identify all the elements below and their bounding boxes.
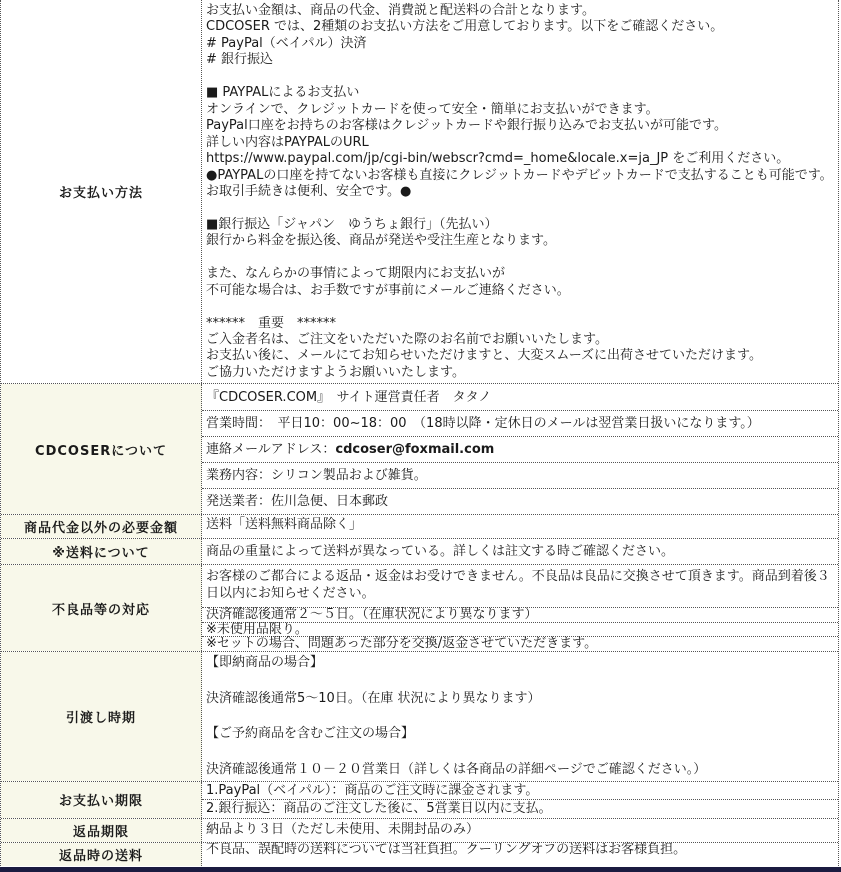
- text-line: [206, 707, 834, 725]
- text-line: 1.PayPal（ベイパル）：商品のご注文時に課金されます。: [206, 782, 539, 798]
- content-cell: [202, 819, 838, 840]
- text-line: 発送業者：佐川急便、日本郵政: [206, 494, 389, 510]
- text-line: 営業時間： 平日10：00~18：00 （18時以降・定休日のメールは翌営業日扱いになります。）: [206, 416, 760, 432]
- contact-email-line: [206, 442, 494, 457]
- section-row: [1, 538, 838, 564]
- content-cell: [202, 622, 838, 637]
- text-line: 決済確認後通常１０－２０営業日（詳しくは各商品の詳細ページでご確認ください。）: [206, 761, 707, 777]
- section-header: CDCOSERについて: [1, 384, 202, 514]
- section-content: [202, 652, 838, 781]
- content-cell: [202, 462, 838, 488]
- content-cell: [202, 843, 838, 858]
- text-line: https://www.paypal.com/jp/cgi-bin/webscr?cmd=_home&locale.x=ja_JP をご利用ください。: [206, 151, 790, 167]
- text-line: 【ご予約商品を含むご注文の場合】: [206, 726, 415, 742]
- section-header: 返品時の送料: [1, 843, 202, 866]
- section-row: [1, 514, 838, 538]
- content-cell: [202, 652, 838, 781]
- text-line: ※未使用品限り。: [206, 621, 308, 637]
- text-line: [206, 743, 834, 761]
- section-content: [202, 565, 838, 651]
- section-row: [1, 383, 838, 514]
- section-content: [202, 539, 838, 564]
- section-content: [202, 782, 838, 818]
- text-segment: 連絡メールアドレス：: [206, 442, 336, 458]
- section-header: 返品期限: [1, 819, 202, 842]
- text-line: [206, 69, 834, 85]
- content-cell: [202, 607, 838, 622]
- text-line: 不可能な場合は、お手数ですが事前にメールご連絡ください。: [206, 282, 570, 298]
- text-line: 銀行から料金を振込後、商品が発送や受注生産となります。: [206, 233, 556, 249]
- text-line: ■ PAYPALによるお支払い: [206, 85, 360, 101]
- text-line: CDCOSER では、2種類のお支払い方法をご用意しております。以下をご確認ください。: [206, 19, 724, 35]
- section-header: 不良品等の対応: [1, 565, 202, 651]
- section-header: お支払い期限: [1, 782, 202, 818]
- text-line: # 銀行振込: [206, 52, 274, 68]
- section-header: 引渡し時期: [1, 652, 202, 781]
- content-cell: [202, 0, 838, 383]
- section-row: [1, 818, 838, 842]
- section-content: [202, 0, 838, 383]
- contact-email: cdcoser@foxmail.com: [335, 442, 495, 458]
- content-cell: [202, 384, 838, 410]
- text-line: ※セットの場合、問題あった部分を交換/返金させていただきます。: [206, 636, 598, 652]
- content-cell: [202, 410, 838, 436]
- content-cell: [202, 539, 838, 564]
- text-line: 詳しい内容はPAYPALのURL: [206, 134, 369, 150]
- section-row: [1, 781, 838, 818]
- section-row: [1, 564, 838, 651]
- text-line: [206, 299, 834, 315]
- section-header: ※送料について: [1, 539, 202, 564]
- section-content: [202, 384, 838, 514]
- text-line: 【即納商品の場合】: [206, 654, 324, 670]
- text-line: お支払い金額は、商品の代金、消費説と配送料の合計となります。: [206, 3, 595, 18]
- text-line: 決済確認後通常5～10日。（在庫 状況により異なります）: [206, 690, 541, 706]
- section-content: [202, 843, 838, 866]
- text-line: 納品より３日（ただし未使用、未開封品のみ）: [206, 821, 480, 837]
- text-line: [206, 250, 834, 266]
- text-line: ■銀行振込「ジャパン ゆうちょ銀行」（先払い）: [206, 216, 498, 232]
- section-row: [1, 0, 838, 383]
- content-cell: [202, 515, 838, 534]
- text-line: お客様のご都合による返品・返金はお受けできません。不良品は良品に交換させて頂きます。商品到着後３日以内にお知らせください。: [206, 569, 830, 602]
- text-line: 不良品、誤配時の送料については当社負担。クーリングオフの送料はお客様負担。: [206, 841, 687, 857]
- content-cell: [202, 488, 838, 514]
- content-cell: [202, 799, 838, 818]
- section-header: 商品代金以外の必要金額: [1, 515, 202, 538]
- text-line: 業務内容：シリコン製品および雑貨。: [206, 468, 427, 484]
- text-line: [206, 672, 834, 690]
- text-line: 『CDCOSER.COM』 サイト運営責任者 タタノ: [206, 389, 492, 405]
- text-line: お支払い後に、メールにてお知らせいただけますと、大変スムーズに出荷させていただけます。: [206, 348, 763, 364]
- text-line: 商品の重量によって送料が異なっている。詳しくは註文する時ご確認ください。: [206, 544, 675, 560]
- text-line: 送料「送料無料商品除く」: [206, 517, 363, 533]
- text-line: # PayPal（ベイパル）決済: [206, 35, 367, 51]
- text-line: ご入金者名は、ご注文をいただいた際のお名前でお願いいたします。: [206, 332, 608, 347]
- section-row: [1, 651, 838, 781]
- text-line: ****** 重要 ******: [206, 315, 337, 331]
- content-cell: [202, 565, 838, 607]
- text-line: 決済確認後通常２～５日。（在庫状況により異なります）: [206, 607, 538, 623]
- text-line: ご協力いただけますようお願いいたします。: [206, 364, 465, 380]
- text-line: [206, 200, 834, 216]
- content-cell: [202, 436, 838, 462]
- text-line: 2.銀行振込：商品のご注文した後に、5営業日以内に支払。: [206, 801, 552, 817]
- text-line: ●PAYPALの口座を持てないお客様も直接にクレジットカードやデビットカードで支払することも可能です。: [206, 167, 833, 183]
- content-cell: [202, 782, 838, 800]
- section-content: [202, 819, 838, 842]
- section-header: お支払い方法: [1, 0, 202, 383]
- text-line: また、なんらかの事情によって期限内にお支払いが: [206, 266, 506, 282]
- text-line: オンラインで、クレジットカードを使って安全・簡単にお支払いができます。: [206, 101, 659, 117]
- content-cell: [202, 636, 838, 651]
- text-line: PayPal口座をお持ちのお客様はクレジットカードや銀行振り込みでお支払いが可能です。: [206, 118, 727, 134]
- text-line: お取引手続きは便利、安全です。●: [206, 183, 412, 199]
- section-content: [202, 515, 838, 538]
- section-row: [1, 842, 838, 866]
